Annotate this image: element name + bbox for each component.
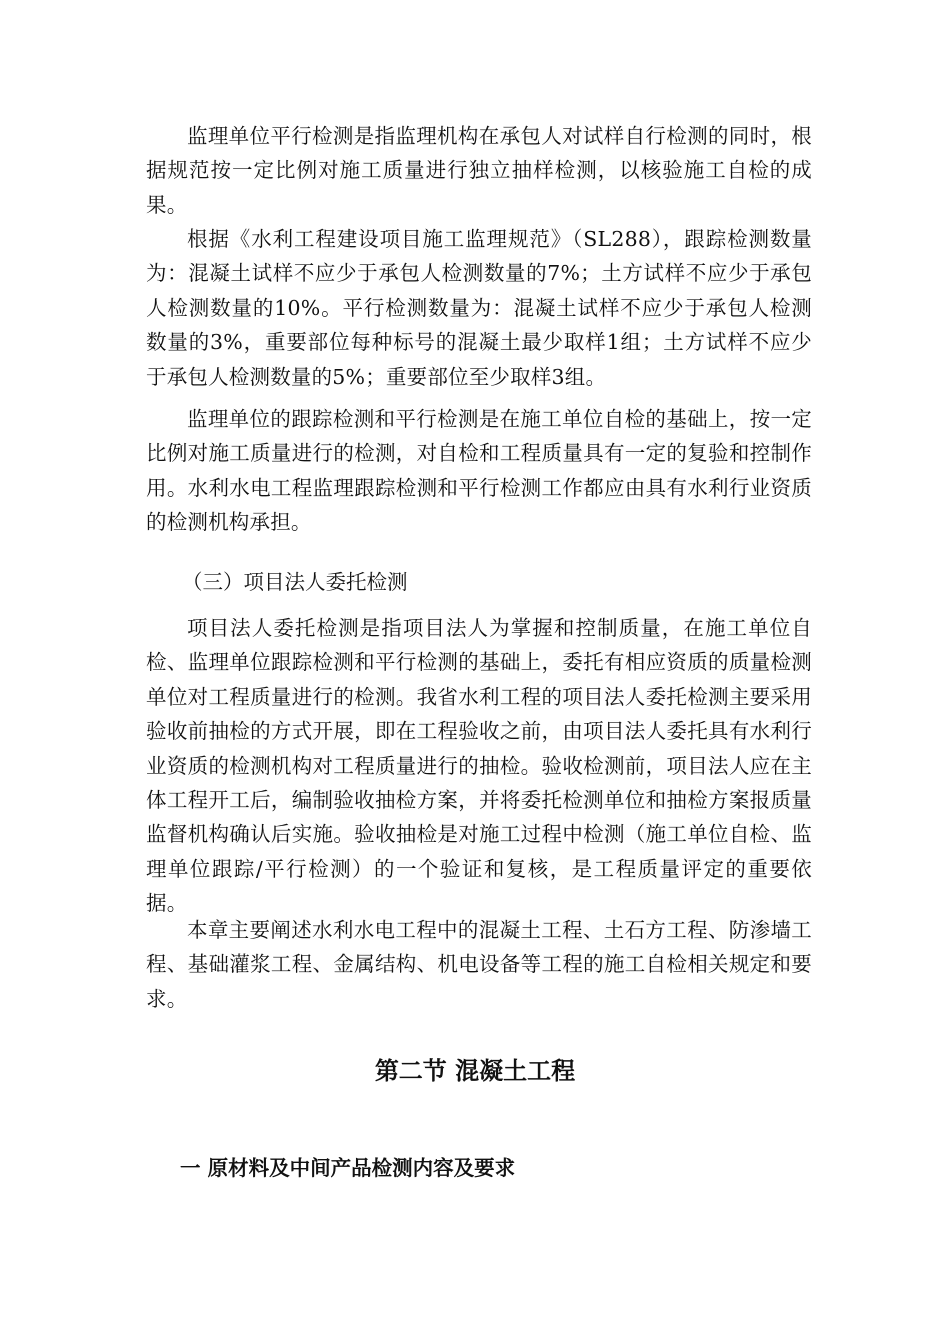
paragraph-chapter-summary: 本章主要阐述水利水电工程中的混凝土工程、土石方工程、防渗墙工程、基础灌浆工程、金属结构、机电设备等工程的施工自检相关规定和要求。 [146,918,812,1011]
paragraph-tracking-parallel-role: 监理单位的跟踪检测和平行检测是在施工单位自检的基础上，按一定比例对施工质量进行的检测，对自检和工程质量具有一定的复验和控制作用。水利水电工程监理跟踪检测和平行检测工作都应由具有水利行业资质的检测机构承担。 [146,407,812,535]
subheading-owner-entrusted-testing: （三）项目法人委托检测 [182,570,408,594]
paragraph-testing-quantities: 根据《水利工程建设项目施工监理规范》（SL288），跟踪检测数量为：混凝土试样不应少于承包人检测数量的7%；土方试样不应少于承包人检测数量的10%。平行检测数量为：混凝土试样不应少于承包人检测数量的3%，重要部位每种标号的混凝土最少取样1组；土方试样不应少于承包人检测数量的5%；重要部位至少取样3组。 [146,227,812,389]
paragraph-parallel-testing: 监理单位平行检测是指监理机构在承包人对试样自行检测的同时，根据规范按一定比例对施工质量进行独立抽样检测，以核验施工自检的成果。 [146,124,812,217]
paragraph-owner-entrusted-testing: 项目法人委托检测是指项目法人为掌握和控制质量，在施工单位自检、监理单位跟踪检测和平行检测的基础上，委托有相应资质的质量检测单位对工程质量进行的检测。我省水利工程的项目法人委托检测主要采用验收前抽检的方式开展，即在工程验收之前，由项目法人委托具有水利行业资质的检测机构对工程质量进行的抽检。验收检测前，项目法人应在主体工程开工后，编制验收抽检方案，并将委托检测单位和抽检方案报质量监督机构确认后实施。验收抽检是对施工过程中检测（施工单位自检、监理单位跟踪/平行检测）的一个验证和复核，是工程质量评定的重要依据。 [146,616,812,916]
section-title: 第二节 混凝土工程 [374,1057,576,1085]
heading-raw-materials: 一 原材料及中间产品检测内容及要求 [180,1156,516,1180]
